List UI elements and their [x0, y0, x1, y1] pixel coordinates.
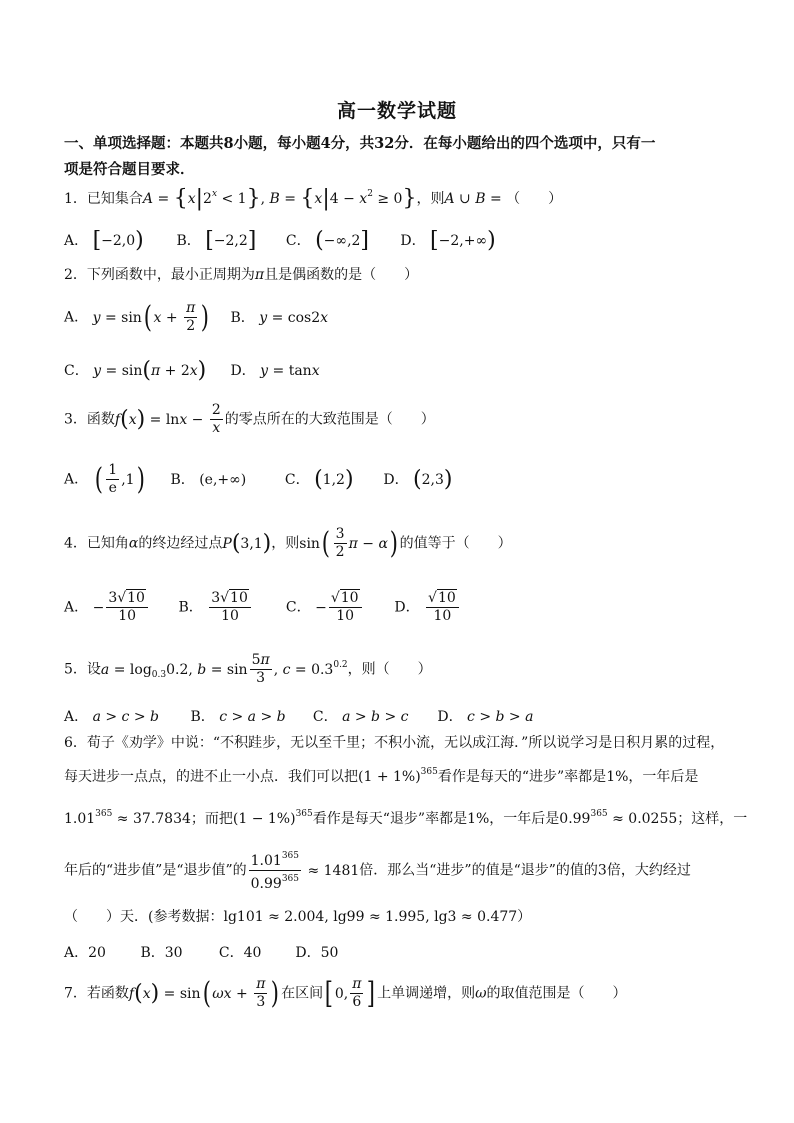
q1-option-a: A． [−2,0): [64, 228, 144, 253]
q1-label-c: C．: [285, 233, 311, 249]
q3-label-c: C．: [284, 471, 310, 488]
q3-option-a: A． ( $\frac{1}{e}$ ,1): [64, 461, 145, 497]
q6-text-3a: ；而把: [190, 811, 233, 827]
question-6: [64, 732, 724, 752]
q7-stem-c: 上单调递增，则: [377, 985, 476, 1002]
q1-option-c: C． (−∞,2]: [285, 228, 370, 253]
q7-stem-d: 的取值范围是（ ）: [486, 985, 627, 1002]
q6-option-d: D．50: [295, 945, 339, 961]
q6-text-3b: 看作是每天“退步”率都是: [312, 811, 468, 827]
q1-stem: 已知集合: [86, 191, 143, 207]
q1-option-b: B． [−2,2]: [176, 228, 257, 253]
q4-option-b: B． $\frac{3√10}{10}$: [178, 590, 281, 625]
section-heading-cont: 项是符合题目要求．: [64, 161, 195, 178]
page-title: 高一数学试题: [336, 100, 457, 122]
q6-line-5: （ ）天．(参考数据：lg101 ≈ 2.004, lg99 ≈ 1.995, lg3 ≈ 0.477）: [64, 909, 532, 925]
q6-text-3c: ，一年后是: [489, 811, 560, 827]
q5-option-c: C． a > b > c: [312, 709, 409, 725]
q6-text-2a: 每天进步一点点，的进不止一小点．我们可以把: [64, 769, 358, 785]
q6-text-4c: 倍，大约经过: [606, 862, 691, 879]
section-heading: 一、单项选择题：本题共8小题，每小题4分，共32分．在每小题给出的四个选项中，只有一: [64, 135, 656, 152]
q6-option-a: A．20: [64, 945, 106, 961]
q7-stem-b: 在区间: [281, 985, 324, 1002]
q5-option-d: D． c > b > a: [437, 709, 534, 725]
q5-stem-b: ，则（ ）: [347, 661, 432, 678]
q2-stem-b: 且是偶函数的是（ ）: [264, 267, 419, 283]
q5-label-b: B．: [190, 709, 215, 725]
q4-stem-d: 的值等于（ ）: [399, 535, 512, 552]
question-5: 5．设$a = \log_{0.3}0.2$, b = sin $\frac{5\pi}{3}$ , $c = 0.3^{0.2}$，则（ ）: [64, 652, 432, 686]
q6-text-5b: ）: [517, 909, 532, 925]
q7-number: 7．: [64, 985, 87, 1002]
q6-option-c: C．40: [218, 945, 262, 961]
q1-stem-b: ，则: [416, 191, 445, 207]
q1-label-b: B．: [176, 233, 201, 249]
q3-option-d: D． (2,3): [383, 466, 453, 492]
q2-option-a: A． y = sin( x + $\frac{\pi}{2}$ ): [64, 299, 210, 335]
q6-line-4: 年后的“进步值”是“退步值”的 $\frac{1.01^{365}}{0.99^{365}}$ ≈ 1481倍．那么当“进步”的值是“退步”的值的3倍，大约经过: [64, 848, 691, 893]
q6-text-5a: （ ）天．(参考数据：: [64, 909, 224, 925]
q2-options-ab: [64, 300, 328, 335]
q2-options-cd: [64, 360, 320, 382]
q6-option-b: B．30: [140, 945, 183, 961]
q2-label-c: C．: [64, 363, 89, 379]
q7-stem: 若函数: [86, 985, 129, 1002]
q5-stem: 设: [86, 661, 101, 678]
q3-option-b: B． (e,+∞): [170, 471, 247, 488]
q6-number: 6．: [64, 735, 87, 751]
q5-option-b: B． c > a > b: [190, 709, 286, 725]
q4-option-d: D． $\frac{√10}{10}$: [394, 590, 460, 625]
q6-line-3: $1.01^{365} \approx 37.7834$；而把$(1 - 1\%)^{365}$看作是每天“退步”率都是1%，一年后是$0.99^{365} \approx 0.0255$；这样，一: [64, 809, 748, 827]
q1-number: 1．: [64, 191, 87, 207]
q4-option-a: A． − $\frac{3√10}{10}$: [64, 590, 174, 625]
question-1: 1．已知集合$A = \{x|2^x < 1\}$, $B = \{x|4 - x^2 \ge 0\}$，则A ∪ B = （ ）: [64, 186, 563, 211]
q3-label-d: D．: [383, 471, 409, 488]
q3-options: [64, 462, 453, 497]
q2-option-b: B． y = cos2x: [230, 309, 329, 326]
q2-label-b: B．: [230, 309, 255, 326]
q5-number: 5．: [64, 661, 87, 678]
question-3: 3．函数f(x) = lnx − $\frac{2}{x}$ 的零点所在的大致范围是（ ）: [64, 402, 435, 436]
q4-stem: 已知角: [86, 535, 129, 552]
q4-stem-c: ，则: [271, 535, 300, 552]
q4-label-a: A．: [64, 599, 89, 616]
q6-line-1: 荀子《劝学》中说：“不积跬步，无以至千里；不积小流，无以成江海．”所以说学习是日积月累的过程，: [86, 735, 725, 751]
question-4: 4．已知角α的终边经过点P(3,1)，则sin( $\frac{3}{2}$ π − α) 的值等于（ ）: [64, 525, 512, 561]
question-2: 2．下列函数中，最小正周期为π且是偶函数的是（ ）: [64, 267, 419, 283]
q5-label-c: C．: [312, 709, 338, 725]
q6-text-4a: 年后的“进步值”是“退步值”的: [64, 862, 247, 879]
q2-option-c: C． y = sin(π + 2x): [64, 358, 207, 383]
q4-options: [64, 590, 461, 625]
q6-text-2b: 看作是每天的“进步”率都是: [437, 769, 607, 785]
q1-set-expr: $A = \{x|2^x < 1\}$, $B = \{x|4 - x^2 \ge 0\}$: [142, 186, 417, 211]
q3-option-c: C． (1,2): [284, 466, 354, 492]
q1-label-d: D．: [400, 233, 426, 249]
q6-text-2c: ，一年后是: [628, 769, 699, 785]
question-7: 7．若函数f(x) = sin( ωx + $\frac{\pi}{3}$ ) 在区间[ 0, $\frac{\pi}{6}$ ] 上单调递增，则ω的取值范围是（ ）: [64, 975, 627, 1011]
q1-label-a: A．: [64, 233, 89, 249]
q4-label-c: C．: [285, 599, 311, 616]
q1-options: [64, 230, 496, 252]
q3-stem: 函数: [86, 411, 115, 428]
q3-label-a: A．: [64, 471, 89, 488]
q6-text-3d: ；这样，一: [677, 811, 748, 827]
q3-label-b: B．: [170, 471, 195, 488]
q6-options: [64, 942, 338, 962]
q2-stem: 下列函数中，最小正周期为: [86, 267, 255, 283]
q4-stem-b: 的终边经过点: [138, 535, 223, 552]
q4-option-c: C． − $\frac{√10}{10}$: [286, 590, 390, 625]
q5-label-a: A．: [64, 709, 89, 725]
q2-label-d: D．: [230, 363, 256, 379]
q5-option-a: A． a > c > b: [64, 709, 159, 725]
q6-text-4b: 倍．那么当“进步”的值是“退步”的值的: [359, 862, 598, 879]
q2-option-d: D． y = tanx: [230, 363, 320, 379]
q6-line-2: 每天进步一点点，的进不止一小点．我们可以把$(1 + 1\%)^{365}$看作是每天的“进步”率都是1%，一年后是: [64, 767, 699, 785]
q4-label-b: B．: [178, 599, 203, 616]
q1-paren: （ ）: [506, 191, 563, 207]
q4-label-d: D．: [394, 599, 420, 616]
q2-label-a: A．: [64, 309, 89, 326]
q4-number: 4．: [64, 535, 87, 552]
q5-options: [64, 706, 533, 726]
q2-number: 2．: [64, 267, 87, 283]
q5-label-d: D．: [437, 709, 463, 725]
q3-stem-b: 的零点所在的大致范围是（ ）: [224, 411, 435, 428]
q3-number: 3．: [64, 411, 87, 428]
q1-option-d: D． [−2,+∞): [400, 228, 496, 253]
